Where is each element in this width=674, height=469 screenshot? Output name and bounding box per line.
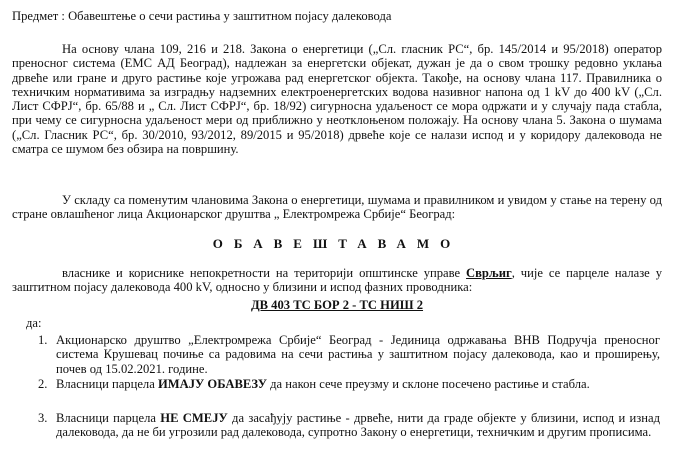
list-item-text-end: да засађују растиње - дрвеће, нити да граде објекте у близини, испод и изнад далековода, да не би угрозили рад далековода, супротно Закону о енергетици, техничким и другим прописима. <box>56 411 661 440</box>
power-line-name: ДВ 403 ТС БОР 2 - ТС НИШ 2 <box>250 298 424 312</box>
paragraph-legal-basis-text: На основу члана 109, 216 и 218. Закона о енергетици („Сл. гласник РС“, бр. 145/2014 и 95/2018) оператор преносног система (ЕМС АД Београд), надлежан за енергетски објекат, дужан је да о свом трошку редовно уклања дрвеће или гране и друго растиње које угрожава рад енергетског објекта. Такође, на основу члана 117. Правилника о техничким нормативима за изградњу надземних електроенергетских водова називног напона од 1 kV до 400 kV („Сл. Лист СФРЈ“, бр. 65/88 и „ Сл. Лист СФРЈ“, бр. 18/92) сигурносна удаљеност се мора одржати и у случају пада стабла, при чему се сигурносна удаљеност мери од приближно у неотклоњеном положају. На основу члана 5. Закона о шумама („Сл. Гласник РС“, бр. 30/2010, 93/2012, 89/2015 и 95/2018) дрвеће које се налази испод и у коридору далековода не сматра се шумом без обзира на површину. <box>12 42 662 157</box>
list-item <box>38 377 660 391</box>
paragraph-owners <box>12 266 662 295</box>
owners-text-end: , чије се парцеле налазе у заштитном појасу далековода 400 kV, односно у близини и испод фазних проводника: <box>12 266 662 295</box>
paragraph-accordance <box>12 193 662 222</box>
owners-text-start: власнике и кориснике непокретности на територији општинске управе <box>62 266 467 280</box>
municipality-name: Сврљиг <box>466 266 512 280</box>
list-item-number: 3. <box>38 411 48 425</box>
list-item-emphasis: НЕ СМЕЈУ <box>160 411 228 425</box>
list-item-text: Акционарско друштво „Електромрежа Србије“ Београд - Јединица одржавања ВНВ Подручја преносног система Крушевац почиње са радовима на сечи растиња у заштитном појасу далековода, као и проширењу, почев од 15.02.2021. године. <box>56 333 660 376</box>
list-item-emphasis: ИМАЈУ ОБАВЕЗУ <box>157 377 267 391</box>
list-item-text-start: Власници парцела <box>56 411 161 425</box>
list-item-text-start: Власници парцела <box>56 377 158 391</box>
notice-heading: ОБАВЕШТАВАМО <box>212 236 462 251</box>
list-item-number: 1. <box>38 333 48 347</box>
da-label: да: <box>26 316 42 330</box>
list-item <box>38 411 661 440</box>
list-item-number: 2. <box>38 377 48 391</box>
paragraph-accordance-text: У складу са поменутим члановима Закона о енергетици, шумама и правилником и увидом у стање на терену од стране овлашћеног лица Акционарског друштва „ Електромрежа Србије“ Београд: <box>12 193 662 222</box>
paragraph-legal-basis <box>12 42 662 156</box>
list-item <box>38 333 660 376</box>
subject-line: Предмет : Обавештење о сечи растиња у заштитном појасу далековода <box>12 9 392 23</box>
list-item-text-end: да након сече преузму и склоне посечено растиње и стабла. <box>267 377 590 391</box>
